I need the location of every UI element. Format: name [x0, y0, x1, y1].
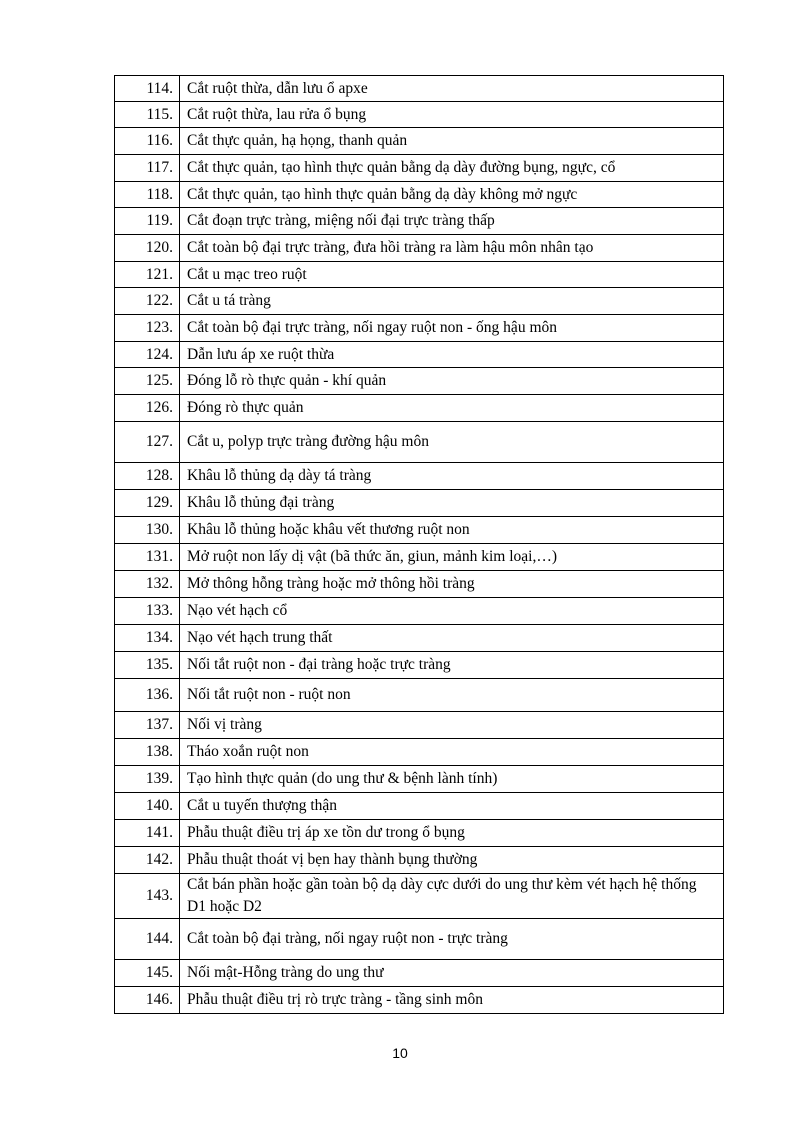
row-number: 140.	[115, 793, 180, 820]
row-number: 143.	[115, 874, 180, 919]
table-row	[115, 128, 724, 155]
procedure-name: Khâu lỗ thủng hoặc khâu vết thương ruột non	[180, 517, 724, 544]
procedure-name: Nạo vét hạch trung thất	[180, 625, 724, 652]
row-number: 115.	[115, 102, 180, 128]
table-row	[115, 919, 724, 960]
table-row	[115, 76, 724, 102]
table-row	[115, 598, 724, 625]
row-number: 132.	[115, 571, 180, 598]
table-row	[115, 155, 724, 182]
table-row	[115, 262, 724, 288]
procedure-table	[114, 75, 724, 1014]
procedure-name: Mở ruột non lấy dị vật (bã thức ăn, giun, mảnh kim loại,…)	[180, 544, 724, 571]
row-number: 122.	[115, 288, 180, 315]
procedure-name: Dẫn lưu áp xe ruột thừa	[180, 342, 724, 368]
procedure-name: Cắt u, polyp trực tràng đường hậu môn	[180, 422, 724, 463]
row-number: 123.	[115, 315, 180, 342]
table-row	[115, 517, 724, 544]
table-row	[115, 847, 724, 874]
procedure-name: Phẫu thuật điều trị áp xe tồn dư trong ổ bụng	[180, 820, 724, 847]
row-number: 120.	[115, 235, 180, 262]
table-row	[115, 766, 724, 793]
row-number: 131.	[115, 544, 180, 571]
table-row	[115, 463, 724, 490]
row-number: 133.	[115, 598, 180, 625]
procedure-name: Cắt ruột thừa, lau rửa ổ bụng	[180, 102, 724, 128]
row-number: 141.	[115, 820, 180, 847]
row-number: 118.	[115, 182, 180, 208]
table-row	[115, 490, 724, 517]
table-row	[115, 960, 724, 987]
procedure-name: Cắt toàn bộ đại trực tràng, đưa hồi tràng ra làm hậu môn nhân tạo	[180, 235, 724, 262]
procedure-name: Nối tắt ruột non - ruột non	[180, 679, 724, 712]
row-number: 116.	[115, 128, 180, 155]
procedure-name: Cắt u tuyến thượng thận	[180, 793, 724, 820]
procedure-name: Đóng lỗ rò thực quản - khí quản	[180, 368, 724, 395]
table-row	[115, 679, 724, 712]
procedure-name: Cắt đoạn trực tràng, miệng nối đại trực tràng thấp	[180, 208, 724, 235]
table-row	[115, 987, 724, 1014]
procedure-name: Tháo xoắn ruột non	[180, 739, 724, 766]
table-row	[115, 712, 724, 739]
table-row	[115, 571, 724, 598]
row-number: 142.	[115, 847, 180, 874]
table-row	[115, 625, 724, 652]
procedure-name: Khâu lỗ thủng đại tràng	[180, 490, 724, 517]
table-row	[115, 288, 724, 315]
row-number: 138.	[115, 739, 180, 766]
procedure-name: Cắt u mạc treo ruột	[180, 262, 724, 288]
row-number: 121.	[115, 262, 180, 288]
table-row	[115, 182, 724, 208]
procedure-name: Phẫu thuật thoát vị bẹn hay thành bụng thường	[180, 847, 724, 874]
table-row	[115, 235, 724, 262]
table-row	[115, 820, 724, 847]
row-number: 146.	[115, 987, 180, 1014]
row-number: 124.	[115, 342, 180, 368]
procedure-name: Nạo vét hạch cổ	[180, 598, 724, 625]
row-number: 127.	[115, 422, 180, 463]
row-number: 135.	[115, 652, 180, 679]
row-number: 125.	[115, 368, 180, 395]
row-number: 134.	[115, 625, 180, 652]
procedure-name: Cắt thực quản, hạ họng, thanh quản	[180, 128, 724, 155]
row-number: 129.	[115, 490, 180, 517]
row-number: 139.	[115, 766, 180, 793]
table-row	[115, 102, 724, 128]
table-row	[115, 652, 724, 679]
procedure-name: Nối tắt ruột non - đại tràng hoặc trực tràng	[180, 652, 724, 679]
procedure-name: Cắt ruột thừa, dẫn lưu ổ apxe	[180, 76, 724, 102]
table-row	[115, 544, 724, 571]
table-row	[115, 874, 724, 919]
row-number: 119.	[115, 208, 180, 235]
row-number: 114.	[115, 76, 180, 102]
procedure-name: Đóng rò thực quản	[180, 395, 724, 422]
row-number: 130.	[115, 517, 180, 544]
procedure-name: Cắt thực quản, tạo hình thực quản bằng dạ dày đường bụng, ngực, cổ	[180, 155, 724, 182]
procedure-name: Tạo hình thực quản (do ung thư & bệnh lành tính)	[180, 766, 724, 793]
table-row	[115, 793, 724, 820]
procedure-name: Cắt bán phần hoặc gần toàn bộ dạ dày cực dưới do ung thư kèm vét hạch hệ thống D1 hoặc D2	[180, 874, 724, 919]
procedure-table-body	[115, 76, 724, 1014]
table-row	[115, 342, 724, 368]
table-row	[115, 395, 724, 422]
page-number: 10	[392, 1045, 408, 1061]
table-row	[115, 315, 724, 342]
procedure-name: Phẫu thuật điều trị rò trực tràng - tầng sinh môn	[180, 987, 724, 1014]
row-number: 126.	[115, 395, 180, 422]
procedure-name: Cắt u tá tràng	[180, 288, 724, 315]
row-number: 137.	[115, 712, 180, 739]
table-row	[115, 422, 724, 463]
procedure-name: Cắt toàn bộ đại trực tràng, nối ngay ruột non - ống hậu môn	[180, 315, 724, 342]
procedure-name: Nối mật-Hỗng tràng do ung thư	[180, 960, 724, 987]
procedure-name: Nối vị tràng	[180, 712, 724, 739]
table-row	[115, 368, 724, 395]
row-number: 145.	[115, 960, 180, 987]
procedure-name: Cắt thực quản, tạo hình thực quản bằng dạ dày không mở ngực	[180, 182, 724, 208]
row-number: 117.	[115, 155, 180, 182]
procedure-name: Mở thông hỗng tràng hoặc mở thông hồi tràng	[180, 571, 724, 598]
table-row	[115, 208, 724, 235]
row-number: 144.	[115, 919, 180, 960]
row-number: 128.	[115, 463, 180, 490]
procedure-name: Khâu lỗ thủng dạ dày tá tràng	[180, 463, 724, 490]
procedure-name: Cắt toàn bộ đại tràng, nối ngay ruột non - trực tràng	[180, 919, 724, 960]
row-number: 136.	[115, 679, 180, 712]
table-row	[115, 739, 724, 766]
